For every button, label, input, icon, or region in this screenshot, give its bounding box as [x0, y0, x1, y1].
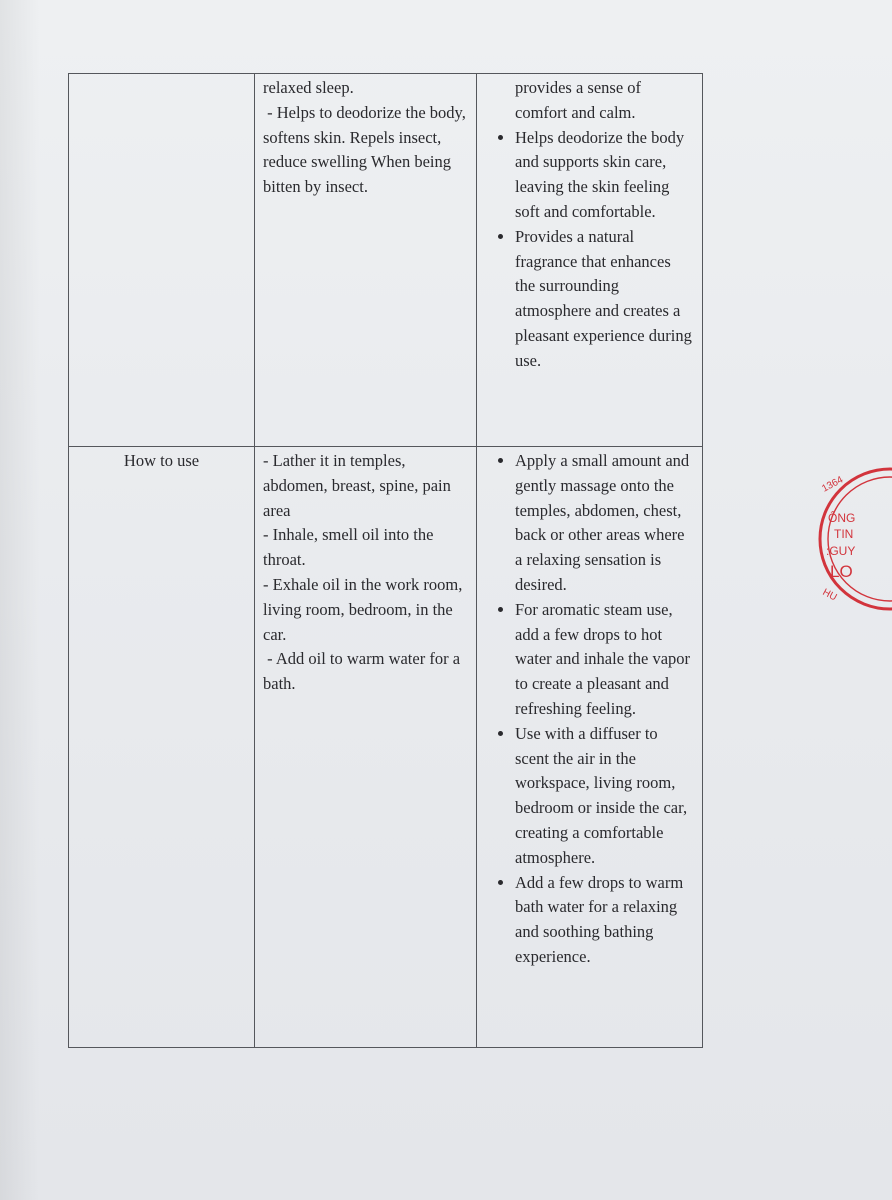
table-row [69, 447, 703, 1048]
list-item: • For aromatic steam use, add a few drops to hot water and inhale the vapor to create a pleasant and refreshing feeling. [515, 598, 694, 722]
bullet-list [485, 126, 694, 374]
original-text-cell [255, 447, 477, 1048]
bullet-continuation: provides a sense of comfort and calm. [515, 78, 642, 122]
table-row [69, 74, 703, 447]
text-line: relaxed sleep. [263, 78, 354, 97]
list-item: • Apply a small amount and gently massage onto the temples, abdomen, chest, back or other areas where a relaxing sensation is desired. [515, 449, 694, 598]
document-table [68, 73, 703, 1048]
list-item: • Helps deodorize the body and supports skin care, leaving the skin feeling soft and comfortable. [515, 126, 694, 225]
list-item: • Add a few drops to warm bath water for a relaxing and soothing bathing experience. [515, 871, 694, 970]
stamp-text: 1364 [820, 474, 846, 495]
bullet-list [485, 449, 694, 970]
text-line: - Lather it in temples, abdomen, breast, spine, pain area [263, 451, 455, 520]
stamp-text: ÔNG [828, 511, 856, 525]
text-line: - Helps to deodorize the body, softens skin. Repels insect, reduce swelling When being bitten by insect. [263, 102, 470, 197]
page-edge-shadow [0, 0, 40, 1200]
revised-text-cell [477, 74, 703, 447]
text-line: - Exhale oil in the work room, living room, bedroom, in the car. [263, 574, 467, 644]
row-label: How to use [69, 447, 255, 1048]
stamp-text: TIN [834, 527, 854, 541]
original-text-cell [255, 74, 477, 447]
red-seal-stamp [812, 464, 892, 614]
stamp-text: :GUY [826, 544, 856, 558]
row-label [69, 74, 255, 447]
stamp-text: LO [830, 562, 853, 581]
list-item: • Use with a diffuser to scent the air in the workspace, living room, bedroom or inside the car, creating a comfortable atmosphere. [515, 722, 694, 871]
revised-text-cell [477, 447, 703, 1048]
stamp-text: HU [820, 586, 839, 604]
text-line: - Inhale, smell oil into the throat. [263, 525, 438, 570]
list-item: • Provides a natural fragrance that enhances the surrounding atmosphere and creates a pleasant experience during use. [515, 225, 694, 374]
text-line: - Add oil to warm water for a bath. [263, 649, 465, 694]
